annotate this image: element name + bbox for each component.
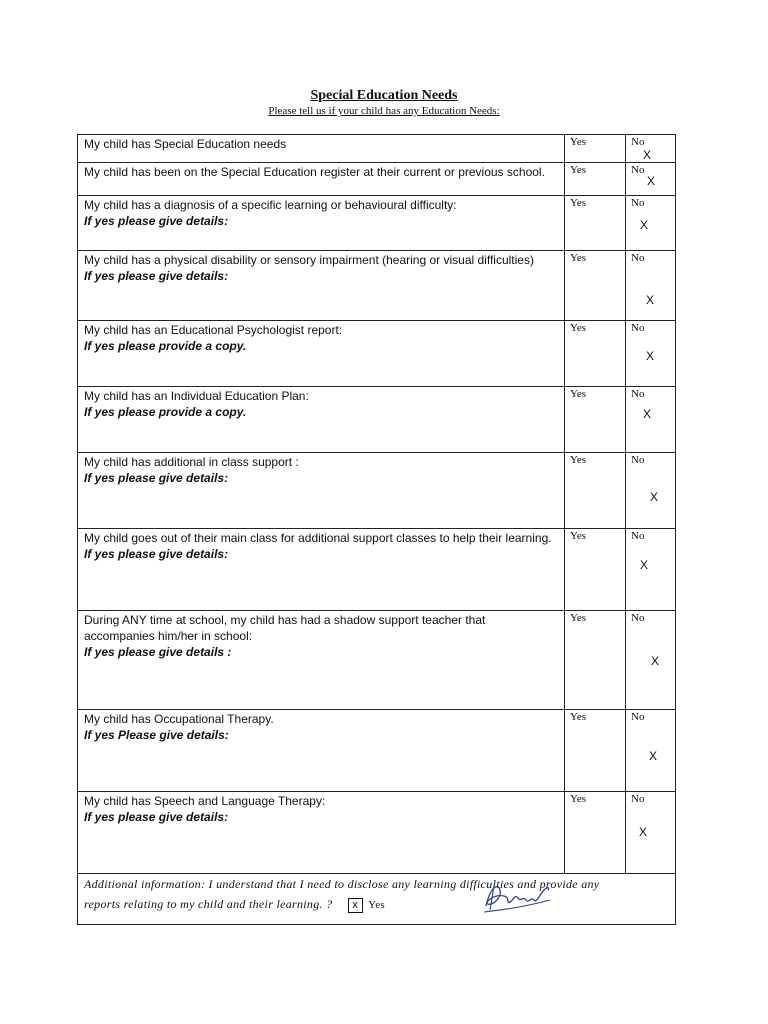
yes-cell[interactable]	[565, 163, 626, 196]
no-label: No	[631, 388, 645, 400]
yes-cell[interactable]	[565, 251, 626, 321]
question-text: My child has a diagnosis of a specific learning or behavioural difficulty:	[84, 198, 457, 212]
yes-cell[interactable]	[565, 710, 626, 792]
yes-label: Yes	[570, 322, 587, 334]
no-label: No	[631, 197, 645, 209]
table-row	[78, 792, 676, 874]
footer-text-line2: reports relating to my child and their learning. ?	[84, 897, 333, 911]
question-cell	[78, 387, 565, 453]
no-cell[interactable]	[626, 251, 676, 321]
question-cell	[78, 453, 565, 529]
no-label: No	[631, 793, 645, 805]
question-cell	[78, 196, 565, 251]
yes-cell[interactable]	[565, 529, 626, 611]
question-subtext: If yes Please give details:	[84, 728, 229, 742]
yes-cell[interactable]	[565, 453, 626, 529]
consent-checkbox[interactable]: x	[348, 898, 363, 913]
yes-label: Yes	[570, 454, 587, 466]
table-row	[78, 611, 676, 710]
page-title: Special Education Needs	[310, 88, 458, 103]
question-subtext: If yes please give details:	[84, 214, 229, 228]
question-cell	[78, 163, 565, 196]
no-cell[interactable]	[626, 135, 676, 163]
yes-label: Yes	[570, 530, 587, 542]
question-text: My child has Occupational Therapy.	[84, 712, 274, 726]
no-label: No	[631, 711, 645, 723]
yes-cell[interactable]	[565, 387, 626, 453]
no-cell[interactable]	[626, 611, 676, 710]
question-subtext: If yes please give details:	[84, 547, 229, 561]
sen-questionnaire-table	[77, 134, 676, 925]
no-label: No	[631, 530, 645, 542]
question-cell	[78, 529, 565, 611]
consent-yes-label: Yes	[368, 899, 385, 911]
no-label: No	[631, 252, 645, 264]
footer-text-line1: Additional information: I understand that I need to disclose any learning difficulties and provide any	[84, 877, 600, 891]
table-row	[78, 710, 676, 792]
no-cell[interactable]	[626, 453, 676, 529]
yes-label: Yes	[570, 197, 587, 209]
no-cell[interactable]	[626, 792, 676, 874]
question-subtext: If yes please provide a copy.	[84, 405, 247, 419]
no-mark: X	[643, 407, 652, 421]
question-text: My child has a physical disability or sensory impairment (hearing or visual difficulties)	[84, 253, 534, 267]
no-mark: X	[651, 654, 660, 668]
footer-row	[78, 874, 676, 925]
no-mark: X	[639, 825, 648, 839]
yes-label: Yes	[570, 612, 587, 624]
question-subtext: If yes please give details:	[84, 810, 229, 824]
no-mark: X	[640, 218, 649, 232]
no-label: No	[631, 322, 645, 334]
signature-image	[480, 876, 552, 918]
no-label: No	[631, 454, 645, 466]
table-row	[78, 196, 676, 251]
yes-cell[interactable]	[565, 792, 626, 874]
no-cell[interactable]	[626, 196, 676, 251]
table-row	[78, 453, 676, 529]
question-cell	[78, 611, 565, 710]
table-row	[78, 163, 676, 196]
table-row	[78, 321, 676, 387]
no-label: No	[631, 136, 645, 148]
no-cell[interactable]	[626, 529, 676, 611]
question-text: My child has been on the Special Education register at their current or previous school.	[84, 165, 545, 179]
question-subtext: If yes please give details:	[84, 269, 229, 283]
no-label: No	[631, 164, 645, 176]
footer-cell	[78, 874, 676, 925]
no-mark: X	[646, 293, 655, 307]
yes-label: Yes	[570, 136, 587, 148]
page-subtitle: Please tell us if your child has any Education Needs:	[268, 105, 500, 117]
yes-label: Yes	[570, 164, 587, 176]
table-row	[78, 251, 676, 321]
yes-label: Yes	[570, 711, 587, 723]
no-mark: X	[643, 148, 652, 162]
question-text: My child goes out of their main class for additional support classes to help their learning.	[84, 531, 552, 545]
no-cell[interactable]	[626, 710, 676, 792]
question-cell	[78, 135, 565, 163]
yes-cell[interactable]	[565, 135, 626, 163]
question-text: My child has Speech and Language Therapy:	[84, 794, 326, 808]
table-row	[78, 529, 676, 611]
no-label: No	[631, 612, 645, 624]
no-cell[interactable]	[626, 163, 676, 196]
no-mark: X	[649, 749, 658, 763]
no-mark: X	[646, 349, 655, 363]
question-subtext: If yes please provide a copy.	[84, 339, 247, 353]
yes-cell[interactable]	[565, 611, 626, 710]
question-text: My child has additional in class support :	[84, 455, 299, 469]
table-row	[78, 135, 676, 163]
question-subtext: If yes please give details:	[84, 471, 229, 485]
no-mark: X	[647, 174, 656, 188]
question-text: My child has an Individual Education Plan:	[84, 389, 309, 403]
yes-label: Yes	[570, 252, 587, 264]
no-mark: X	[640, 558, 649, 572]
yes-cell[interactable]	[565, 196, 626, 251]
question-subtext: If yes please give details :	[84, 645, 232, 659]
question-cell	[78, 251, 565, 321]
no-mark: X	[650, 490, 659, 504]
yes-cell[interactable]	[565, 321, 626, 387]
no-cell[interactable]	[626, 321, 676, 387]
yes-label: Yes	[570, 793, 587, 805]
question-text: My child has an Educational Psychologist report:	[84, 323, 343, 337]
yes-label: Yes	[570, 388, 587, 400]
no-cell[interactable]	[626, 387, 676, 453]
table-row	[78, 387, 676, 453]
question-text: During ANY time at school, my child has had a shadow support teacher that accompanies him/her in school:	[84, 613, 486, 643]
question-cell	[78, 321, 565, 387]
question-cell	[78, 792, 565, 874]
question-cell	[78, 710, 565, 792]
question-text: My child has Special Education needs	[84, 137, 287, 151]
